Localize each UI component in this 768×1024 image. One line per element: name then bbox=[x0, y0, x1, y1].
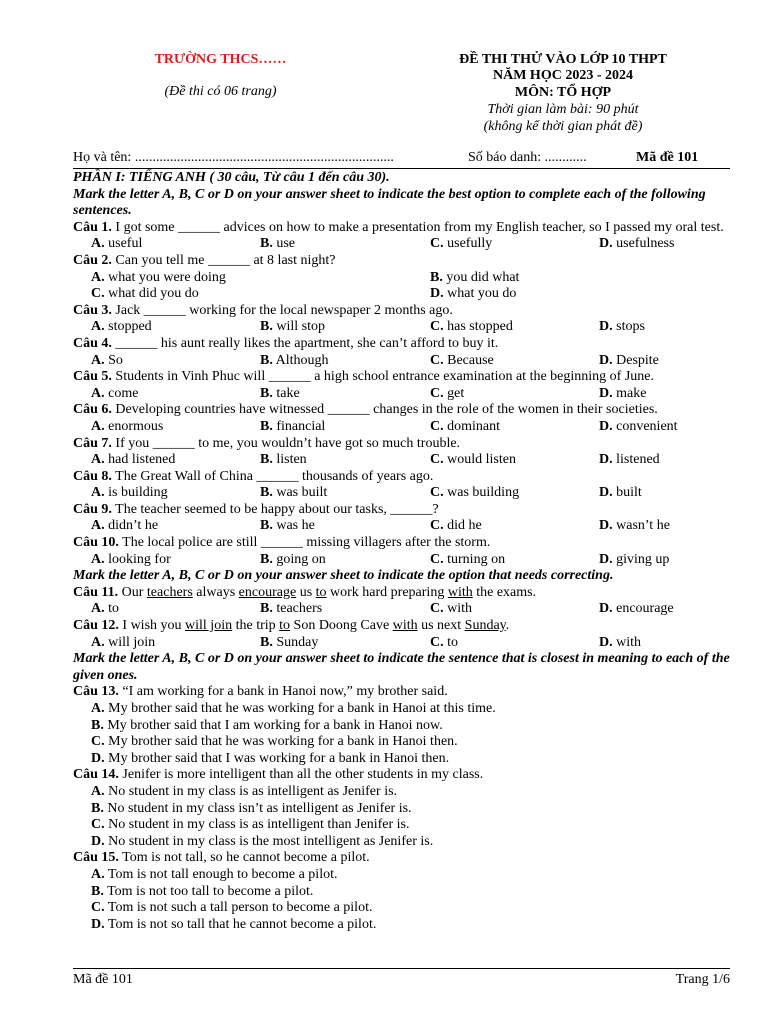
option-c: C. turning on bbox=[430, 551, 506, 567]
option-d: D. No student in my class is the most intelligent as Jenifer is. bbox=[91, 833, 434, 849]
question-number: Câu 8. bbox=[73, 468, 112, 484]
question-text: If you ______ to me, you wouldn’t have got so much trouble. bbox=[115, 435, 461, 451]
option-d: D. wasn’t he bbox=[599, 518, 670, 534]
question-number: Câu 14. bbox=[73, 767, 119, 783]
options bbox=[73, 635, 730, 652]
instruction: Mark the letter A, B, C or D on your answer sheet to indicate the option that needs correcting. bbox=[73, 568, 614, 584]
option-a: A. had listened bbox=[91, 452, 176, 468]
option-d: D. encourage bbox=[599, 601, 674, 617]
time-limit: Thời gian làm bài: 90 phút bbox=[487, 102, 639, 117]
question-text: Developing countries have witnessed ______ changes in the role of the women in their societies. bbox=[115, 402, 658, 418]
exam-header bbox=[73, 50, 730, 150]
question bbox=[73, 369, 730, 386]
question-number: Câu 4. bbox=[73, 335, 112, 351]
option-b: B. was he bbox=[260, 518, 315, 534]
option-c: C. with bbox=[430, 601, 473, 617]
question bbox=[73, 535, 730, 552]
options bbox=[73, 518, 730, 535]
underlined-word: Sunday bbox=[464, 618, 506, 634]
options bbox=[73, 286, 730, 303]
option-b: B. was built bbox=[260, 485, 328, 501]
option-b: B. Tom is not too tall to become a pilot. bbox=[91, 883, 314, 899]
question bbox=[73, 402, 730, 419]
option-c: C. Because bbox=[430, 352, 494, 368]
underlined-word: to bbox=[279, 618, 291, 634]
option-d: D. built bbox=[599, 485, 642, 501]
option-c: C. has stopped bbox=[430, 319, 513, 335]
option-a: A. is building bbox=[91, 485, 168, 501]
option-b: B. going on bbox=[260, 551, 326, 567]
question-text: Tom is not tall, so he cannot become a pilot. bbox=[122, 850, 370, 866]
options bbox=[73, 386, 730, 403]
exam-page bbox=[73, 0, 730, 1024]
option-d: D. make bbox=[599, 385, 647, 401]
question bbox=[73, 336, 730, 353]
option-b: B. use bbox=[260, 236, 296, 252]
question-number: Câu 2. bbox=[73, 252, 112, 268]
option-b: B. No student in my class isn’t as intelligent as Jenifer is. bbox=[91, 800, 412, 816]
option-a: A. My brother said that he was working for a bank in Hanoi at this time. bbox=[91, 701, 496, 716]
option-b: B. listen bbox=[260, 452, 307, 468]
page-number: Trang 1/6 bbox=[675, 972, 730, 987]
option-a: A. to bbox=[91, 601, 120, 617]
options bbox=[73, 353, 730, 370]
option-c: C. dominant bbox=[430, 418, 501, 434]
subject: MÔN: TỔ HỢP bbox=[514, 85, 612, 100]
options bbox=[73, 419, 730, 436]
option-c: C. what did you do bbox=[91, 286, 199, 302]
header-divider bbox=[73, 168, 730, 169]
exam-title: ĐỀ THI THỬ VÀO LỚP 10 THPT bbox=[459, 52, 667, 67]
question-number: Câu 11. bbox=[73, 584, 119, 600]
option-a: A. useful bbox=[91, 236, 143, 252]
option-b: B. Although bbox=[260, 352, 329, 368]
option-c: C. My brother said that he was working for a bank in Hanoi then. bbox=[91, 734, 458, 750]
question-text: Jack ______ working for the local newspaper 2 months ago. bbox=[115, 302, 453, 318]
option-b: B. you did what bbox=[430, 269, 520, 285]
option-a: A. come bbox=[91, 385, 139, 401]
option-c: C. usefully bbox=[430, 236, 493, 252]
question-number: Câu 12. bbox=[73, 618, 119, 634]
question-text: “I am working for a bank in Hanoi now,” my brother said. bbox=[122, 684, 448, 700]
question bbox=[73, 303, 730, 320]
question-text: Students in Vinh Phuc will ______ a high school entrance examination at the beginning of June. bbox=[115, 369, 654, 385]
footer-divider bbox=[73, 968, 730, 969]
option-d: D. listened bbox=[599, 452, 660, 468]
time-note: (không kể thời gian phát đề) bbox=[483, 119, 643, 134]
question-number: Câu 9. bbox=[73, 501, 112, 517]
question-text: I got some ______ advices on how to make a presentation from my English teacher, so I passed my oral test. bbox=[115, 219, 724, 235]
option-c: C. did he bbox=[430, 518, 482, 534]
question bbox=[73, 767, 730, 784]
underlined-word: to bbox=[315, 584, 327, 600]
question-number: Câu 1. bbox=[73, 219, 112, 235]
question-text: Can you tell me ______ at 8 last night? bbox=[115, 252, 336, 268]
question-number: Câu 3. bbox=[73, 302, 112, 318]
option-c: C. would listen bbox=[430, 452, 516, 468]
question-text: The Great Wall of China ______ thousands of years ago. bbox=[115, 468, 434, 484]
underlined-word: will join bbox=[185, 618, 233, 634]
instruction: Mark the letter A, B, C or D on your answer sheet to indicate the sentence that is closest in meaning to each of the given ones. bbox=[73, 651, 730, 683]
options bbox=[73, 270, 730, 287]
option-a: A. stopped bbox=[91, 319, 152, 335]
school-name: TRƯỜNG THCS…… bbox=[154, 52, 287, 67]
exam-body bbox=[73, 170, 730, 933]
student-info bbox=[73, 150, 730, 168]
option-d: D. with bbox=[599, 634, 642, 650]
question: Câu 11. Our teachers always encourage us to work hard preparing with the exams. bbox=[73, 584, 537, 600]
option-d: D. My brother said that I was working for a bank in Hanoi then. bbox=[91, 750, 450, 766]
question-number: Câu 6. bbox=[73, 402, 112, 418]
option-a: A. So bbox=[91, 352, 123, 368]
option-d: D. Despite bbox=[599, 352, 659, 368]
pages-note: (Đề thi có 06 trang) bbox=[164, 84, 277, 99]
question bbox=[73, 253, 730, 270]
option-b: B. will stop bbox=[260, 319, 325, 335]
option-a: A. No student in my class is as intelligent as Jenifer is. bbox=[91, 783, 398, 799]
question bbox=[73, 436, 730, 453]
option-b: B. take bbox=[260, 385, 300, 401]
options bbox=[73, 236, 730, 253]
school-year: NĂM HỌC 2023 - 2024 bbox=[493, 68, 633, 83]
question-text: Jenifer is more intelligent than all the other students in my class. bbox=[122, 767, 484, 783]
question-number: Câu 7. bbox=[73, 435, 112, 451]
candidate-number-field: Số báo danh: ............ bbox=[468, 150, 587, 165]
options bbox=[73, 452, 730, 469]
option-a: A. Tom is not tall enough to become a pilot. bbox=[91, 866, 338, 882]
option-d: D. giving up bbox=[599, 551, 670, 567]
option-d: D. what you do bbox=[430, 286, 517, 302]
option-d: D. stops bbox=[599, 319, 645, 335]
underlined-word: with bbox=[447, 584, 473, 600]
option-d: D. convenient bbox=[599, 418, 678, 434]
option-c: C. to bbox=[430, 634, 459, 650]
exam-code: Mã đề 101 bbox=[636, 150, 699, 165]
option-b: B. My brother said that I am working for a bank in Hanoi now. bbox=[91, 717, 443, 733]
question bbox=[73, 684, 730, 701]
question-text: ______ his aunt really likes the apartment, she can’t afford to buy it. bbox=[115, 335, 499, 351]
question-text: The teacher seemed to be happy about our tasks, ______? bbox=[115, 501, 439, 517]
instruction: Mark the letter A, B, C or D on your answer sheet to indicate the best option to complete each of the following sentences. bbox=[73, 186, 706, 219]
underlined-word: encourage bbox=[238, 584, 297, 600]
question-number: Câu 10. bbox=[73, 535, 119, 551]
option-c: C. No student in my class is as intelligent than Jenifer is. bbox=[91, 817, 410, 833]
question bbox=[73, 850, 730, 867]
option-a: A. what you were doing bbox=[91, 269, 226, 285]
question bbox=[73, 469, 730, 486]
question-number: Câu 15. bbox=[73, 850, 119, 866]
option-d: D. Tom is not so tall that he cannot become a pilot. bbox=[91, 916, 377, 932]
option-b: B. Sunday bbox=[260, 634, 319, 650]
options bbox=[73, 601, 730, 618]
question: Câu 12. I wish you will join the trip to Son Doong Cave with us next Sunday. bbox=[73, 618, 510, 634]
option-c: C. get bbox=[430, 385, 465, 401]
option-a: A. enormous bbox=[91, 418, 164, 434]
question-number: Câu 5. bbox=[73, 369, 112, 385]
options bbox=[73, 485, 730, 502]
option-d: D. usefulness bbox=[599, 236, 675, 252]
question bbox=[73, 220, 730, 237]
question bbox=[73, 502, 730, 519]
option-a: A. didn’t he bbox=[91, 518, 159, 534]
name-field: Họ và tên: .......................................................................... bbox=[73, 150, 394, 165]
options bbox=[73, 319, 730, 336]
footer-exam-code: Mã đề 101 bbox=[73, 972, 133, 987]
options bbox=[73, 552, 730, 569]
option-b: B. financial bbox=[260, 418, 326, 434]
option-a: A. looking for bbox=[91, 551, 171, 567]
underlined-word: teachers bbox=[146, 584, 193, 600]
option-a: A. will join bbox=[91, 634, 156, 650]
option-b: B. teachers bbox=[260, 601, 323, 617]
underlined-word: with bbox=[392, 618, 418, 634]
part-title: PHẦN I: TIẾNG ANH ( 30 câu, Từ câu 1 đến câu 30). bbox=[73, 170, 390, 185]
question-text: The local police are still ______ missing villagers after the storm. bbox=[122, 535, 491, 551]
option-c: C. was building bbox=[430, 485, 520, 501]
option-c: C. Tom is not such a tall person to become a pilot. bbox=[91, 900, 373, 916]
question-number: Câu 13. bbox=[73, 684, 119, 700]
